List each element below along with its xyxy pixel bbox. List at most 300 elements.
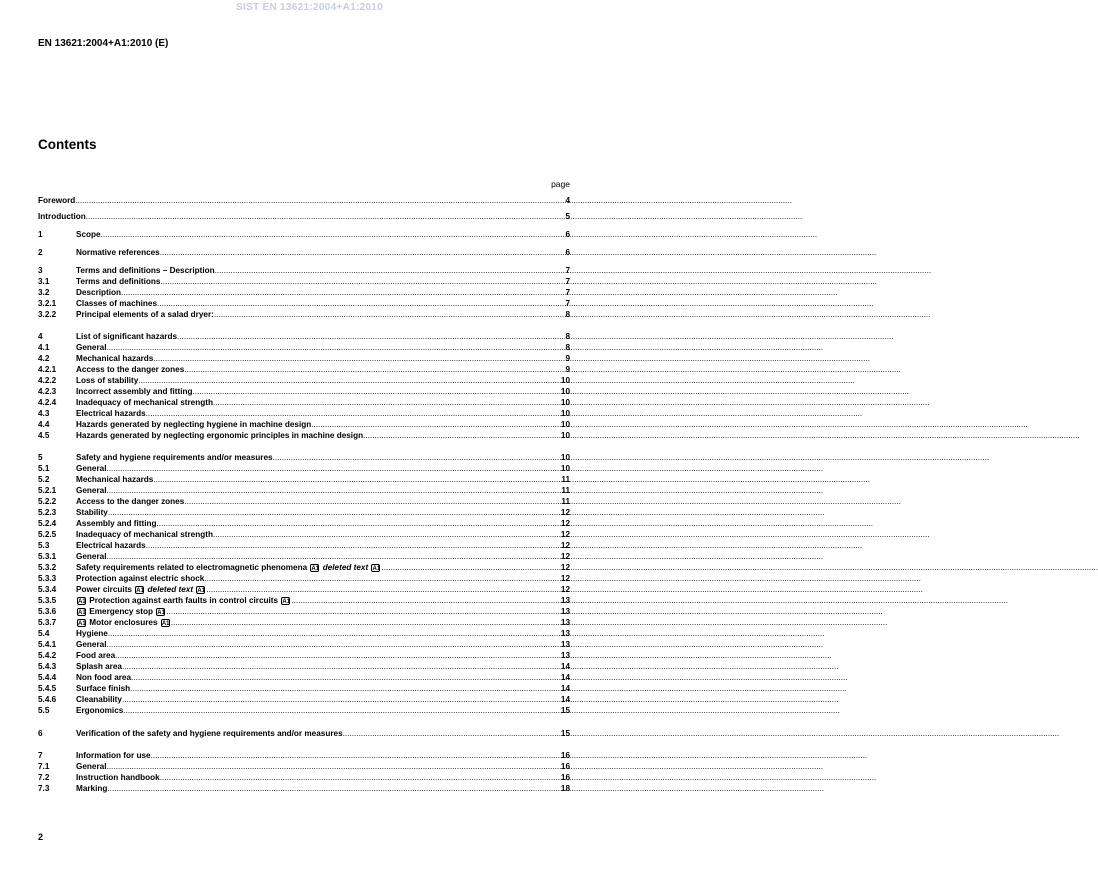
section-title (76, 485, 107, 496)
section-title-text: Loss of stability (76, 376, 139, 385)
page-ref: 16 (560, 773, 570, 782)
section-title (76, 551, 107, 562)
section-number: 5.3.7 (38, 618, 57, 627)
section-title (76, 276, 160, 287)
amendment-start-icon: A1 (78, 620, 86, 627)
amendment-end-icon: A1 (372, 565, 381, 572)
section-title-text: Inadequacy of mechanical strength (76, 398, 213, 407)
leader-dots (204, 573, 560, 584)
section-title-text: Hazards generated by neglecting hygiene in machine design (76, 420, 312, 429)
section-number: 4.2.1 (38, 365, 57, 374)
toc-entry[interactable] (38, 397, 570, 408)
leader-dots (160, 276, 564, 287)
section-title-text: General (76, 486, 107, 495)
section-title (76, 375, 138, 386)
amendment-end-icon: A1 (282, 598, 291, 605)
section-title-text: Power circuits (76, 585, 132, 594)
section-number: 5.1 (38, 464, 50, 473)
leader-dots (107, 761, 560, 772)
section-number: 4.2.2 (38, 376, 57, 385)
section-number: 3 (38, 266, 43, 275)
section-title-text: Principal elements of a salad dryer: (76, 310, 214, 319)
page-number: 2 (38, 832, 44, 842)
deleted-text-note: deleted text (147, 585, 194, 594)
leader-dots (363, 430, 560, 441)
section-title-text: General (76, 343, 107, 352)
page-ref: 11 (561, 475, 570, 484)
page-ref: 11 (561, 486, 570, 495)
amendment-end-icon: A1 (161, 620, 170, 627)
section-number: 5.2.1 (38, 486, 57, 495)
section-title (76, 562, 381, 573)
leader-dots (206, 584, 560, 595)
section-title (76, 419, 311, 430)
section-number: 5.4.5 (38, 684, 57, 693)
toc-entry[interactable] (38, 265, 570, 276)
section-title (76, 386, 192, 397)
section-title (76, 573, 204, 584)
section-title-text: Protection against electric shock (76, 574, 205, 583)
leader-dots (146, 408, 560, 419)
page-ref: 9 (565, 354, 570, 363)
section-title (76, 540, 146, 551)
section-title-text: Emergency stop (89, 607, 153, 616)
page-ref: 12 (560, 530, 570, 539)
page-ref: 7 (565, 299, 570, 308)
page-ref: 13 (560, 629, 570, 638)
section-title-text: Verification of the safety and hygiene requirements and/or measures (76, 729, 343, 738)
section-title (38, 195, 75, 206)
section-title (76, 287, 121, 298)
leader-dots (86, 211, 565, 222)
section-title-text: Surface finish (76, 684, 131, 693)
leader-dots (343, 728, 560, 739)
leader-dots (115, 650, 560, 661)
leader-dots (75, 195, 564, 206)
section-title-text: Electrical hazards (76, 409, 146, 418)
toc-entry[interactable] (38, 783, 570, 794)
page-ref: 10 (560, 409, 570, 418)
section-number: 7.1 (38, 762, 50, 771)
leader-dots (184, 364, 564, 375)
leader-dots (107, 463, 560, 474)
section-number: 5.4.4 (38, 673, 57, 682)
page-ref: 6 (565, 230, 570, 239)
page-ref: 12 (560, 585, 570, 594)
page-ref: 12 (560, 552, 570, 561)
leader-dots (213, 397, 560, 408)
page-ref: 10 (560, 398, 570, 407)
section-title-text: List of significant hazards (76, 332, 177, 341)
toc-entry[interactable] (38, 408, 570, 419)
page-ref: 12 (560, 519, 570, 528)
leader-dots (157, 518, 560, 529)
leader-dots (213, 529, 560, 540)
leader-dots (123, 705, 560, 716)
section-title (76, 463, 107, 474)
toc-entry[interactable] (38, 485, 570, 496)
toc-entry[interactable] (38, 507, 570, 518)
section-number: 7.3 (38, 784, 50, 793)
toc-entry[interactable] (38, 364, 570, 375)
section-number: 5.2 (38, 475, 50, 484)
page-ref: 16 (560, 762, 570, 771)
section-number: 3.2 (38, 288, 50, 297)
section-number: 5.3.4 (38, 585, 57, 594)
section-title-text: Instruction handbook (76, 773, 160, 782)
section-number: 5.2.3 (38, 508, 57, 517)
section-number: 5.2.4 (38, 519, 57, 528)
toc-entry[interactable] (38, 661, 570, 672)
section-title-text: Food area (76, 651, 116, 660)
toc-entry[interactable] (38, 430, 570, 441)
toc-entry[interactable] (38, 195, 570, 206)
section-number: 4.1 (38, 343, 50, 352)
section-title (76, 430, 363, 441)
leader-dots (177, 331, 564, 342)
amendment-start-icon: A1 (136, 587, 144, 594)
page-ref: 13 (560, 618, 570, 627)
page-ref: 8 (565, 343, 570, 352)
leader-dots (121, 287, 564, 298)
section-title (76, 298, 157, 309)
section-title (76, 639, 107, 650)
page-ref: 15 (560, 706, 570, 715)
leader-dots (214, 309, 565, 320)
toc-entry[interactable] (38, 309, 570, 320)
section-title-text: Stability (76, 508, 108, 517)
section-title-text: Inadequacy of mechanical strength (76, 530, 213, 539)
section-title-text: Electrical hazards (76, 541, 146, 550)
page-ref: 6 (565, 248, 570, 257)
section-title (76, 408, 146, 419)
leader-dots (151, 750, 560, 761)
leader-dots (108, 507, 560, 518)
section-title-text: Scope (76, 230, 101, 239)
toc-entry[interactable] (38, 551, 570, 562)
section-title-text: Description (76, 288, 122, 297)
section-title (76, 683, 130, 694)
page-ref: 14 (560, 684, 570, 693)
leader-dots (131, 672, 560, 683)
section-title (76, 309, 214, 320)
leader-dots (138, 375, 560, 386)
section-title (76, 265, 215, 276)
page-ref: 12 (560, 574, 570, 583)
section-title (76, 452, 273, 463)
section-number: 4.4 (38, 420, 50, 429)
toc-entry[interactable] (38, 562, 570, 573)
section-title (38, 211, 86, 222)
toc-entry[interactable] (38, 419, 570, 430)
toc-entry[interactable] (38, 628, 570, 639)
page-ref: 10 (560, 464, 570, 473)
toc-entry[interactable] (38, 761, 570, 772)
amendment-start-icon: A1 (78, 609, 86, 616)
section-title (76, 705, 123, 716)
section-title-text: Protection against earth faults in control circuits (89, 596, 279, 605)
section-title-text: Motor enclosures (89, 618, 158, 627)
section-title (76, 750, 151, 761)
toc-entry[interactable] (38, 463, 570, 474)
section-title (76, 584, 206, 595)
section-number: 3.2.1 (38, 299, 57, 308)
section-title-text: Introduction (38, 212, 86, 221)
page-ref: 7 (565, 288, 570, 297)
section-title-text: Hygiene (76, 629, 108, 638)
section-number: 4.2.3 (38, 387, 57, 396)
leader-dots (166, 606, 560, 617)
leader-dots (184, 496, 560, 507)
leader-dots (108, 628, 560, 639)
deleted-text-note: deleted text (322, 563, 369, 572)
section-number: 5.4.3 (38, 662, 57, 671)
page-ref: 8 (565, 332, 570, 341)
section-title (76, 761, 107, 772)
section-title-text: Normative references (76, 248, 160, 257)
section-title-text: Safety requirements related to electromagnetic phenomena (76, 563, 308, 572)
section-title (76, 529, 213, 540)
section-title (76, 247, 160, 258)
leader-dots (381, 562, 559, 573)
leader-dots (153, 474, 560, 485)
section-number: 5.3.3 (38, 574, 57, 583)
page-ref: 13 (560, 640, 570, 649)
section-title (76, 628, 108, 639)
page-ref: 10 (560, 431, 570, 440)
page-ref: 12 (560, 563, 570, 572)
leader-dots (160, 772, 560, 783)
section-title-text: Splash area (76, 662, 122, 671)
section-title (76, 672, 131, 683)
section-title (76, 728, 343, 739)
leader-dots (101, 229, 565, 240)
page-ref: 10 (560, 376, 570, 385)
amendment-start-icon: A1 (78, 598, 86, 605)
toc-entry[interactable] (38, 672, 570, 683)
toc-entry[interactable] (38, 595, 570, 606)
toc-entry[interactable] (38, 496, 570, 507)
toc-entry[interactable] (38, 474, 570, 485)
leader-dots (291, 595, 560, 606)
section-number: 5.4 (38, 629, 50, 638)
section-title-text: Incorrect assembly and fitting (76, 387, 193, 396)
contents-heading: Contents (38, 137, 97, 152)
toc-entry[interactable] (38, 342, 570, 353)
page-ref: 5 (565, 212, 570, 221)
section-number: 7.2 (38, 773, 50, 782)
section-title (76, 595, 291, 606)
toc-entry[interactable] (38, 518, 570, 529)
section-title-text: Access to the danger zones (76, 365, 185, 374)
leader-dots (171, 617, 560, 628)
section-title-text: Mechanical hazards (76, 354, 154, 363)
toc-entry[interactable] (38, 229, 570, 240)
page-ref: 4 (565, 196, 570, 205)
section-number: 5.4.1 (38, 640, 57, 649)
page-ref: 13 (560, 651, 570, 660)
page-ref: 13 (560, 596, 570, 605)
leader-dots (157, 298, 564, 309)
toc-entry[interactable] (38, 353, 570, 364)
section-number: 6 (38, 729, 43, 738)
section-title-text: General (76, 640, 107, 649)
section-title-text: General (76, 552, 107, 561)
amendment-start-icon: A1 (311, 565, 320, 572)
section-number: 5.4.6 (38, 695, 57, 704)
section-title (76, 606, 166, 617)
section-number: 3.1 (38, 277, 50, 286)
section-number: 5.2.5 (38, 530, 57, 539)
section-title-text: Information for use (76, 751, 151, 760)
toc-entry[interactable] (38, 705, 570, 716)
section-title-text: Cleanability (76, 695, 122, 704)
page-ref: 14 (560, 662, 570, 671)
toc-entry[interactable] (38, 211, 570, 222)
page-ref: 10 (560, 420, 570, 429)
page-ref: 14 (560, 673, 570, 682)
toc-entry[interactable] (38, 529, 570, 540)
page-ref: 9 (565, 365, 570, 374)
toc-entry[interactable] (38, 298, 570, 309)
amendment-end-icon: A1 (197, 587, 205, 594)
leader-dots (122, 661, 560, 672)
section-title (76, 496, 184, 507)
section-number: 4.3 (38, 409, 50, 418)
section-title-text: Hazards generated by neglecting ergonomic principles in machine design (76, 431, 364, 440)
section-title-text: Safety and hygiene requirements and/or measures (76, 453, 273, 462)
section-number: 5.4.2 (38, 651, 57, 660)
section-title (76, 661, 122, 672)
section-title (76, 518, 157, 529)
section-title-text: Mechanical hazards (76, 475, 154, 484)
toc-entry[interactable] (38, 540, 570, 551)
section-title (76, 353, 153, 364)
page-ref: 14 (560, 695, 570, 704)
section-number: 5.5 (38, 706, 50, 715)
section-number: 5 (38, 453, 43, 462)
toc-entry[interactable] (38, 573, 570, 584)
section-number: 1 (38, 230, 43, 239)
leader-dots (311, 419, 560, 430)
toc-entry[interactable] (38, 452, 570, 463)
section-title-text: Terms and definitions (76, 277, 161, 286)
section-number: 3.2.2 (38, 310, 57, 319)
section-title-text: Non food area (76, 673, 132, 682)
section-title-text: General (76, 762, 107, 771)
watermark: SIST EN 13621:2004+A1:2010 (235, 2, 384, 13)
page-ref: 18 (560, 784, 570, 793)
toc-entry[interactable] (38, 606, 570, 617)
section-title-text: General (76, 464, 107, 473)
leader-dots (215, 265, 565, 276)
toc-entry[interactable] (38, 728, 570, 739)
section-title (76, 331, 177, 342)
section-title (76, 783, 107, 794)
section-title-text: Assembly and fitting (76, 519, 157, 528)
section-number: 4 (38, 332, 43, 341)
toc-entry[interactable] (38, 386, 570, 397)
toc-entry[interactable] (38, 750, 570, 761)
section-title-text: Foreword (38, 196, 76, 205)
leader-dots (107, 783, 559, 794)
section-title (76, 772, 160, 783)
leader-dots (107, 639, 560, 650)
leader-dots (122, 694, 560, 705)
toc-entry[interactable] (38, 772, 570, 783)
toc-entry[interactable] (38, 617, 570, 628)
section-title (76, 364, 184, 375)
document-id: EN 13621:2004+A1:2010 (E) (38, 38, 169, 49)
section-number: 2 (38, 248, 43, 257)
toc-entry[interactable] (38, 331, 570, 342)
leader-dots (160, 247, 565, 258)
section-number: 7 (38, 751, 43, 760)
section-title (76, 617, 171, 628)
leader-dots (107, 551, 560, 562)
section-title-text: Terms and definitions – Description (76, 266, 215, 275)
page-ref: 16 (560, 751, 570, 760)
section-number: 5.3 (38, 541, 50, 550)
section-title (76, 397, 213, 408)
section-number: 4.2.4 (38, 398, 57, 407)
section-title-text: Access to the danger zones (76, 497, 185, 506)
toc-entry[interactable] (38, 639, 570, 650)
leader-dots (153, 353, 564, 364)
page-ref: 10 (560, 453, 570, 462)
section-title-text: Classes of machines (76, 299, 158, 308)
page-column-label: page (551, 179, 570, 189)
section-number: 4.5 (38, 431, 50, 440)
section-number: 5.3.1 (38, 552, 57, 561)
page-ref: 12 (560, 541, 570, 550)
section-title-text: Ergonomics (76, 706, 124, 715)
section-title (76, 507, 108, 518)
section-number: 4.2 (38, 354, 50, 363)
page-ref: 15 (560, 729, 570, 738)
section-title (76, 694, 122, 705)
toc-entry[interactable] (38, 650, 570, 661)
toc-entry[interactable] (38, 276, 570, 287)
page-ref: 8 (565, 310, 570, 319)
page-ref: 7 (565, 277, 570, 286)
toc-entry[interactable] (38, 683, 570, 694)
amendment-end-icon: A1 (157, 609, 165, 616)
leader-dots (146, 540, 560, 551)
toc-entry[interactable] (38, 584, 570, 595)
leader-dots (273, 452, 560, 463)
toc-entry[interactable] (38, 375, 570, 386)
page-ref: 11 (561, 497, 570, 506)
leader-dots (107, 485, 561, 496)
section-number: 5.3.6 (38, 607, 57, 616)
section-number: 5.3.2 (38, 563, 57, 572)
toc-entry[interactable] (38, 247, 570, 258)
section-title (76, 229, 101, 240)
section-title (76, 342, 107, 353)
leader-dots (192, 386, 559, 397)
toc-entry[interactable] (38, 694, 570, 705)
section-number: 5.2.2 (38, 497, 57, 506)
page-ref: 7 (565, 266, 570, 275)
toc-entry[interactable] (38, 287, 570, 298)
leader-dots (130, 683, 560, 694)
section-number: 5.3.5 (38, 596, 57, 605)
page-ref: 10 (560, 387, 570, 396)
page-ref: 12 (560, 508, 570, 517)
section-title (76, 474, 153, 485)
section-title (76, 650, 115, 661)
